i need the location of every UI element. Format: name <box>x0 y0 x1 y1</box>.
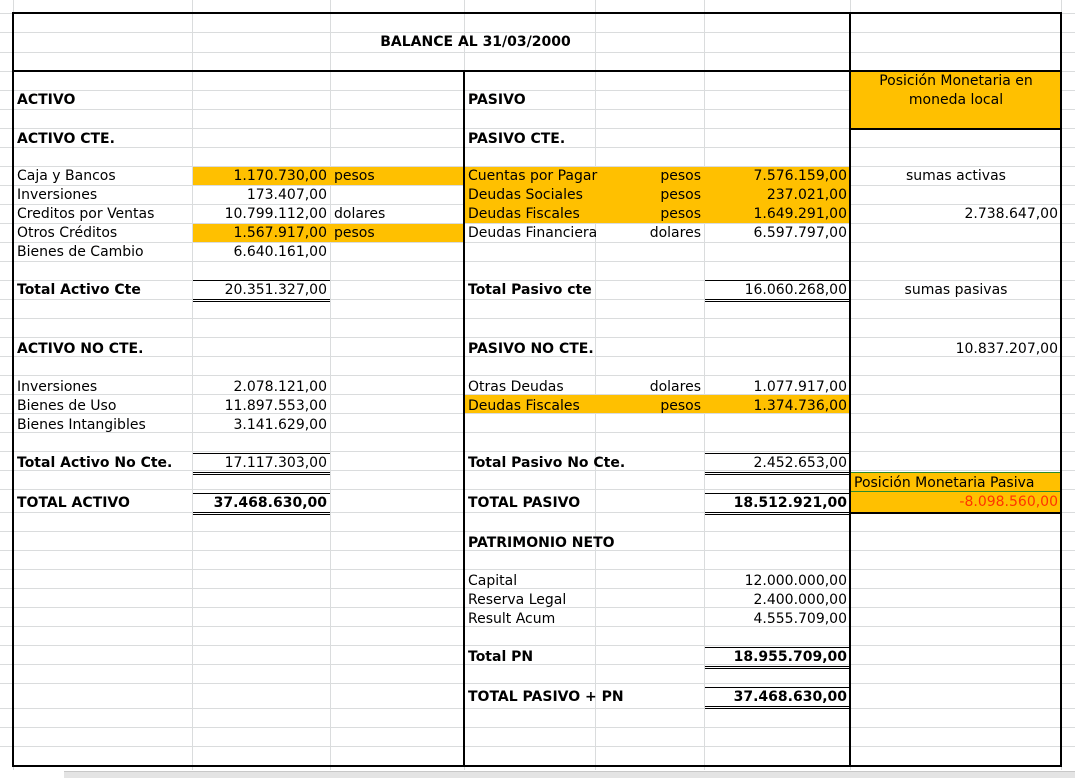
activo-no-cte-label-0: Inversiones <box>17 379 98 395</box>
posicion-pasiva-label[interactable]: Posición Monetaria Pasiva <box>854 475 1035 491</box>
total-activo-label: TOTAL ACTIVO <box>17 495 130 511</box>
total-activo-value: 37.468.630,00 <box>213 495 327 511</box>
activo-cte-header: ACTIVO CTE. <box>17 131 115 147</box>
pasivo-cte-currency-1: pesos <box>660 187 701 203</box>
posicion-header-line2: moneda local <box>908 92 1004 108</box>
patrimonio-value-0: 12.000.000,00 <box>744 573 847 589</box>
pasivo-cte-header: PASIVO CTE. <box>468 131 566 147</box>
activo-no-cte-label-2: Bienes Intangibles <box>17 417 146 433</box>
patrimonio-label-0: Capital <box>468 573 518 589</box>
activo-cte-value-4: 6.640.161,00 <box>233 244 327 260</box>
posicion-pasiva-value: -8.098.560,00 <box>959 494 1058 510</box>
activo-cte-label-2: Creditos por Ventas <box>17 206 155 222</box>
pasivo-no-cte-label-0: Otras Deudas <box>468 379 564 395</box>
sumas-pasivas-value: 10.837.207,00 <box>955 341 1058 357</box>
pasivo-cte-currency-0: pesos <box>660 168 701 184</box>
pasivo-cte-value-1: 237.021,00 <box>766 187 847 203</box>
total-activo-cte-value: 20.351.327,00 <box>224 282 327 298</box>
total-pn-value: 18.955.709,00 <box>733 649 847 665</box>
patrimonio-label-1: Reserva Legal <box>468 592 567 608</box>
activo-cte-currency-2: dolares <box>334 206 386 222</box>
activo-cte-currency-3: pesos <box>334 225 375 241</box>
activo-no-cte-header: ACTIVO NO CTE. <box>17 341 144 357</box>
activo-no-cte-label-1: Bienes de Uso <box>17 398 117 414</box>
pasivo-no-cte-value-1: 1.374.736,00 <box>753 398 847 414</box>
pasivo-header: PASIVO <box>468 92 526 108</box>
posicion-header-line1: Posición Monetaria en <box>879 73 1033 89</box>
activo-cte-value-0: 1.170.730,00 <box>233 168 327 184</box>
sumas-pasivas-label: sumas pasivas <box>904 282 1008 298</box>
pasivo-cte-label-3: Deudas Financiera <box>468 225 598 241</box>
total-activo-no-cte-label: Total Activo No Cte. <box>17 455 173 471</box>
patrimonio-label-2: Result Acum <box>468 611 556 627</box>
total-activo-cte-label: Total Activo Cte <box>17 282 141 298</box>
pasivo-no-cte-label-1: Deudas Fiscales <box>468 398 580 414</box>
patrimonio-value-1: 2.400.000,00 <box>753 592 847 608</box>
pasivo-no-cte-currency-1: pesos <box>660 398 701 414</box>
activo-cte-label-3: Otros Créditos <box>17 225 118 241</box>
activo-no-cte-value-2: 3.141.629,00 <box>233 417 327 433</box>
activo-no-cte-value-1: 11.897.553,00 <box>224 398 327 414</box>
patrimonio-value-2: 4.555.709,00 <box>753 611 847 627</box>
pasivo-cte-value-2: 1.649.291,00 <box>753 206 847 222</box>
total-pasivo-label: TOTAL PASIVO <box>468 495 581 511</box>
sheet-title: BALANCE AL 31/03/2000 <box>380 34 571 50</box>
pasivo-cte-currency-3: dolares <box>649 225 701 241</box>
total-pasivo-no-cte-label: Total Pasivo No Cte. <box>468 455 626 471</box>
total-pasivo-pn-label: TOTAL PASIVO + PN <box>468 689 624 705</box>
total-pasivo-cte-value: 16.060.268,00 <box>744 282 847 298</box>
activo-cte-currency-0: pesos <box>334 168 375 184</box>
activo-cte-value-3: 1.567.917,00 <box>233 225 327 241</box>
pasivo-cte-value-3: 6.597.797,00 <box>753 225 847 241</box>
pasivo-cte-currency-2: pesos <box>660 206 701 222</box>
total-pasivo-pn-value: 37.468.630,00 <box>733 689 847 705</box>
activo-cte-value-1: 173.407,00 <box>246 187 327 203</box>
pasivo-cte-value-0: 7.576.159,00 <box>753 168 847 184</box>
activo-header: ACTIVO <box>17 92 76 108</box>
activo-cte-label-4: Bienes de Cambio <box>17 244 144 260</box>
pasivo-no-cte-header: PASIVO NO CTE. <box>468 341 594 357</box>
sumas-activas-value: 2.738.647,00 <box>964 206 1058 222</box>
sumas-activas-label: sumas activas <box>906 168 1006 184</box>
pasivo-no-cte-currency-0: dolares <box>649 379 701 395</box>
total-pn-label: Total PN <box>468 649 534 665</box>
total-pasivo-no-cte-value: 2.452.653,00 <box>753 455 847 471</box>
pasivo-no-cte-value-0: 1.077.917,00 <box>753 379 847 395</box>
pasivo-cte-label-2: Deudas Fiscales <box>468 206 580 222</box>
activo-cte-label-0: Caja y Bancos <box>17 168 116 184</box>
activo-cte-label-1: Inversiones <box>17 187 98 203</box>
patrimonio-header: PATRIMONIO NETO <box>468 535 615 551</box>
pasivo-cte-label-1: Deudas Sociales <box>468 187 583 203</box>
activo-cte-value-2: 10.799.112,00 <box>224 206 327 222</box>
pasivo-cte-label-0: Cuentas por Pagar <box>468 168 598 184</box>
activo-no-cte-value-0: 2.078.121,00 <box>233 379 327 395</box>
total-activo-no-cte-value: 17.117.303,00 <box>224 455 327 471</box>
total-pasivo-cte-label: Total Pasivo cte <box>468 282 592 298</box>
total-pasivo-value: 18.512.921,00 <box>733 495 847 511</box>
